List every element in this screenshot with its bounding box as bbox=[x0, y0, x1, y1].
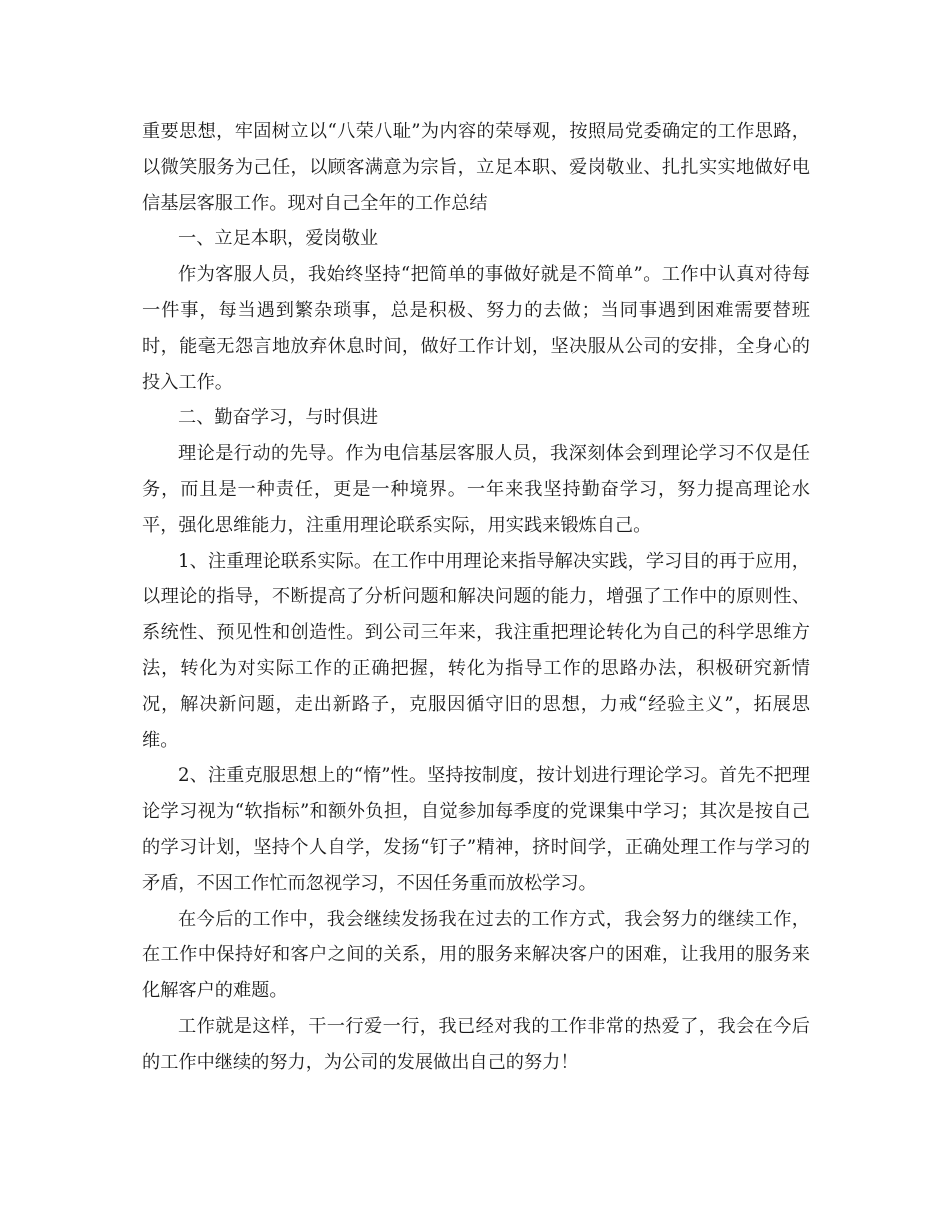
section-heading-2: 二、勤奋学习，与时俱进 bbox=[178, 407, 379, 429]
document-body bbox=[142, 114, 810, 1081]
paragraph-closing: 工作就是这样，干一行爱一行，我已经对我的工作非常的热爱了，我会在今后的工作中继续的努力，为公司的发展做出自己的努力！ bbox=[142, 1015, 810, 1073]
paragraph-opening: 重要思想，牢固树立以“八荣八耻”为内容的荣辱观，按照局党委确定的工作思路，以微笑服务为己任，以顾客满意为宗旨，立足本职、爱岗敬业、扎扎实实地做好电信基层客服工作。现对自己全年的工作总结 bbox=[142, 121, 810, 214]
paragraph-future-work: 在今后的工作中，我会继续发扬我在过去的工作方式，我会努力的继续工作，在工作中保持好和客户之间的关系，用的服务来解决客户的困难，让我用的服务来化解客户的难题。 bbox=[142, 908, 810, 1002]
paragraph-section-1: 作为客服人员，我始终坚持“把简单的事做好就是不简单”。工作中认真对待每一件事，每当遇到繁杂琐事，总是积极、努力的去做；当同事遇到困难需要替班时，能毫无怨言地放弃休息时间，做好工作计划，坚决服从公司的安排，全身心的投入工作。 bbox=[142, 264, 810, 393]
paragraph-point-2: 2、注重克服思想上的“惰”性。坚持按制度，按计划进行理论学习。首先不把理论学习视为“软指标”和额外负担，自觉参加每季度的党课集中学习；其次是按自己的学习计划，坚持个人自学，发扬“钉子”精神，挤时间学，正确处理工作与学习的矛盾，不因工作忙而忽视学习，不因任务重而放松学习。 bbox=[142, 765, 810, 894]
paragraph-section-2: 理论是行动的先导。作为电信基层客服人员，我深刻体会到理论学习不仅是任务，而且是一种责任，更是一种境界。一年来我坚持勤奋学习，努力提高理论水平，强化思维能力，注重用理论联系实际，用实践来锻炼自己。 bbox=[142, 443, 810, 536]
paragraph-point-1: 1、注重理论联系实际。在工作中用理论来指导解决实践，学习目的再于应用，以理论的指导，不断提高了分析问题和解决问题的能力，增强了工作中的原则性、系统性、预见性和创造性。到公司三年来，我注重把理论转化为自己的科学思维方法，转化为对实际工作的正确把握，转化为指导工作的思路办法，积极研究新情况，解决新问题，走出新路子，克服因循守旧的思想，力戒“经验主义”，拓展思维。 bbox=[142, 550, 810, 751]
section-heading-1: 一、立足本职，爱岗敬业 bbox=[178, 228, 379, 250]
